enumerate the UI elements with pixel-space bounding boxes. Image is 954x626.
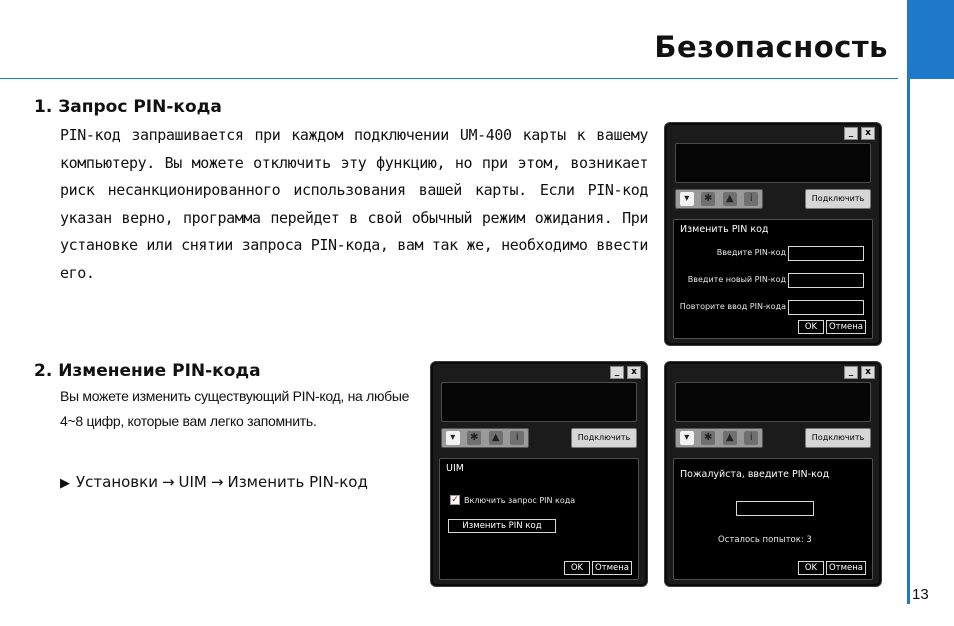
display-screen — [675, 143, 871, 183]
gear-icon[interactable]: ✱ — [701, 431, 715, 445]
settings-path — [60, 473, 368, 491]
header-rule — [0, 78, 898, 79]
margin-line — [907, 79, 910, 604]
connect-button[interactable]: Подключить — [805, 189, 871, 209]
ok-button[interactable]: OK — [564, 561, 590, 575]
new-pin-input[interactable] — [788, 273, 864, 288]
section2-body: Вы можете изменить существующий PIN-код, на любые 4~8 цифр, которые вам легко запомнить. — [60, 388, 410, 429]
display-screen — [441, 382, 637, 422]
header-accent-block — [907, 0, 954, 79]
file-icon[interactable]: ▾ — [680, 431, 694, 445]
arrow-right-icon: → — [161, 473, 175, 491]
section1-body: PIN-код запрашивается при каждом подключении UM-400 карты к вашему компьютеру. Вы можете отключить эту функцию, но при этом, возникает риск несанкционированного использования вашей карты. Если PIN-код указан верно, программа перейдет в свой обычный режим ожидания. При установке или снятии запроса PIN-кода, вам так же, необходимо ввести его. — [60, 126, 648, 282]
gear-icon[interactable]: ✱ — [467, 431, 481, 445]
ok-button[interactable]: OK — [798, 320, 824, 334]
connect-button[interactable]: Подключить — [805, 428, 871, 448]
cancel-button[interactable]: Отмена — [826, 320, 866, 334]
triangle-right-icon: ▶ — [60, 476, 70, 491]
pin-request-label: Включить запрос PIN кода — [464, 496, 576, 505]
path-step-change-pin: Изменить PIN-код — [227, 473, 368, 491]
enter-pin-panel — [673, 458, 873, 580]
section1-heading: 1. Запрос PIN-кода — [34, 97, 222, 117]
close-button[interactable]: x — [861, 127, 875, 140]
minimize-button[interactable]: _ — [844, 127, 858, 140]
toolbar — [675, 428, 763, 448]
attempts-left: Осталось попыток: 3 — [718, 535, 812, 545]
file-icon[interactable]: ▾ — [680, 192, 694, 206]
path-step-settings: Установки — [76, 473, 158, 491]
app-window-enter-pin — [664, 361, 882, 587]
upload-icon[interactable]: ▲ — [723, 192, 737, 206]
change-pin-button[interactable]: Изменить PIN код — [448, 519, 556, 533]
minimize-button[interactable]: _ — [844, 366, 858, 379]
app-window-change-pin — [664, 122, 882, 346]
current-pin-label: Введите PIN-код — [716, 248, 786, 257]
page-number: 13 — [912, 586, 929, 603]
minimize-button[interactable]: _ — [610, 366, 624, 379]
path-step-uim: UIM — [178, 473, 207, 491]
cancel-button[interactable]: Отмена — [592, 561, 632, 575]
upload-icon[interactable]: ▲ — [489, 431, 503, 445]
repeat-pin-label: Повторите ввод PIN-кода — [679, 302, 786, 311]
toolbar — [441, 428, 529, 448]
change-pin-panel — [673, 219, 873, 339]
toolbar — [675, 189, 763, 209]
info-icon[interactable]: i — [744, 192, 758, 206]
section2-heading: 2. Изменение PIN-кода — [34, 361, 261, 381]
uim-panel — [439, 458, 639, 580]
close-button[interactable]: x — [861, 366, 875, 379]
current-pin-input[interactable] — [788, 246, 864, 261]
info-icon[interactable]: i — [510, 431, 524, 445]
pin-request-checkbox[interactable]: ✓ — [451, 495, 459, 505]
file-icon[interactable]: ▾ — [446, 431, 460, 445]
pin-input[interactable] — [736, 501, 814, 516]
gear-icon[interactable]: ✱ — [701, 192, 715, 206]
panel-title: UIM — [446, 463, 464, 474]
close-button[interactable]: x — [627, 366, 641, 379]
page-title: Безопасность — [654, 30, 888, 64]
arrow-right-icon: → — [210, 473, 224, 491]
upload-icon[interactable]: ▲ — [723, 431, 737, 445]
cancel-button[interactable]: Отмена — [826, 561, 866, 575]
panel-title: Пожалуйста, введите PIN-код — [680, 469, 830, 480]
panel-title: Изменить PIN код — [680, 224, 769, 235]
repeat-pin-input[interactable] — [788, 300, 864, 315]
ok-button[interactable]: OK — [798, 561, 824, 575]
connect-button[interactable]: Подключить — [571, 428, 637, 448]
info-icon[interactable]: i — [744, 431, 758, 445]
new-pin-label: Введите новый PIN-код — [687, 275, 786, 284]
display-screen — [675, 382, 871, 422]
app-window-uim — [430, 361, 648, 587]
